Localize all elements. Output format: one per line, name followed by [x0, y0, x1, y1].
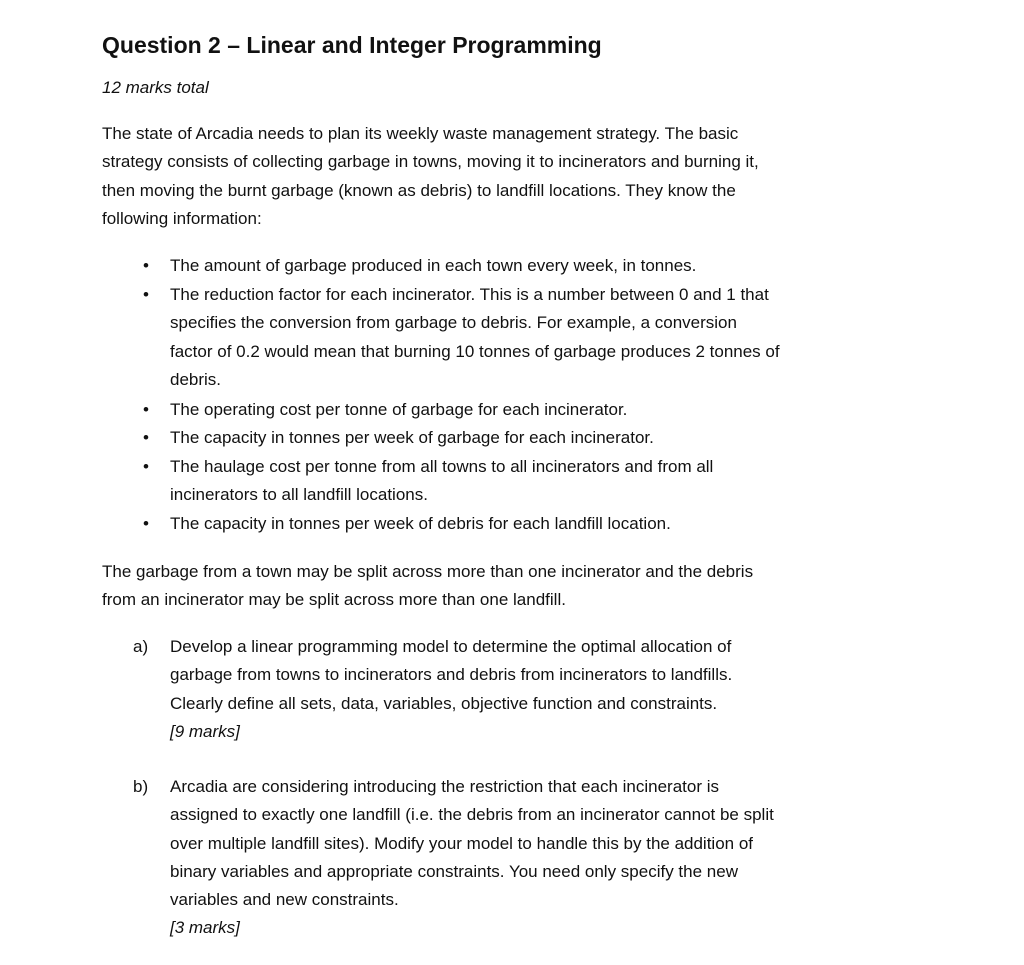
text-line: The capacity in tonnes per week of debris for each landfill location. — [170, 514, 671, 533]
list-item — [170, 252, 696, 280]
question-title: Question 2 – Linear and Integer Programming — [102, 32, 602, 58]
text-line: incinerators to all landfill locations. — [170, 485, 428, 505]
text-line: The garbage from a town may be split across more than one incinerator and the debris — [102, 562, 754, 581]
text-line: The reduction factor for each incinerator. This is a number between 0 and 1 that — [170, 285, 769, 304]
part-marks: [3 marks] — [170, 918, 240, 938]
text-line: Arcadia are considering introducing the restriction that each incinerator is — [170, 777, 720, 796]
bullet-icon: • — [143, 400, 149, 419]
bullet-icon: • — [143, 285, 149, 304]
text-line: Develop a linear programming model to determine the optimal allocation of — [170, 637, 732, 656]
text-line: debris. — [170, 369, 222, 389]
text-line: The operating cost per tonne of garbage for each incinerator. — [170, 400, 628, 419]
list-item — [170, 453, 713, 510]
text-line: factor of 0.2 would mean that burning 10 tonnes of garbage produces 2 tonnes of — [170, 341, 780, 361]
list-item — [170, 424, 654, 452]
text-line: variables and new constraints. — [170, 890, 399, 910]
part-label: a) — [133, 637, 149, 656]
list-item — [170, 396, 627, 424]
text-line: The capacity in tonnes per week of garbage for each incinerator. — [170, 428, 654, 447]
text-line: specifies the conversion from garbage to debris. For example, a conversion — [170, 313, 737, 333]
text-line: over multiple landfill sites). Modify your model to handle this by the addition of — [170, 833, 754, 853]
bullet-icon: • — [143, 514, 149, 533]
intro-paragraph — [102, 120, 759, 233]
text-line: following information: — [102, 208, 262, 228]
text-line: The haulage cost per tonne from all towns to all incinerators and from all — [170, 457, 714, 476]
text-line: then moving the burnt garbage (known as debris) to landfill locations. They know the — [102, 180, 736, 200]
text-line: binary variables and appropriate constraints. You need only specify the new — [170, 861, 738, 881]
part-label: b) — [133, 777, 149, 796]
marks-total: 12 marks total — [102, 78, 209, 97]
text-line: assigned to exactly one landfill (i.e. the debris from an incinerator cannot be split — [170, 805, 774, 825]
bullet-icon: • — [143, 428, 149, 447]
text-line: The state of Arcadia needs to plan its weekly waste management strategy. The basic — [102, 124, 739, 143]
text-line: strategy consists of collecting garbage in towns, moving it to incinerators and burning it, — [102, 152, 759, 172]
list-item — [170, 281, 780, 394]
text-line: from an incinerator may be split across more than one landfill. — [102, 590, 566, 610]
part-marks: [9 marks] — [170, 721, 240, 741]
text-line: The amount of garbage produced in each town every week, in tonnes. — [170, 256, 697, 275]
text-line: garbage from towns to incinerators and debris from incinerators to landfills. — [170, 665, 733, 685]
list-item — [170, 510, 671, 538]
bullet-icon: • — [143, 256, 149, 275]
bullet-icon: • — [143, 457, 149, 476]
split-paragraph — [102, 558, 753, 615]
text-line: Clearly define all sets, data, variables, objective function and constraints. — [170, 693, 718, 713]
